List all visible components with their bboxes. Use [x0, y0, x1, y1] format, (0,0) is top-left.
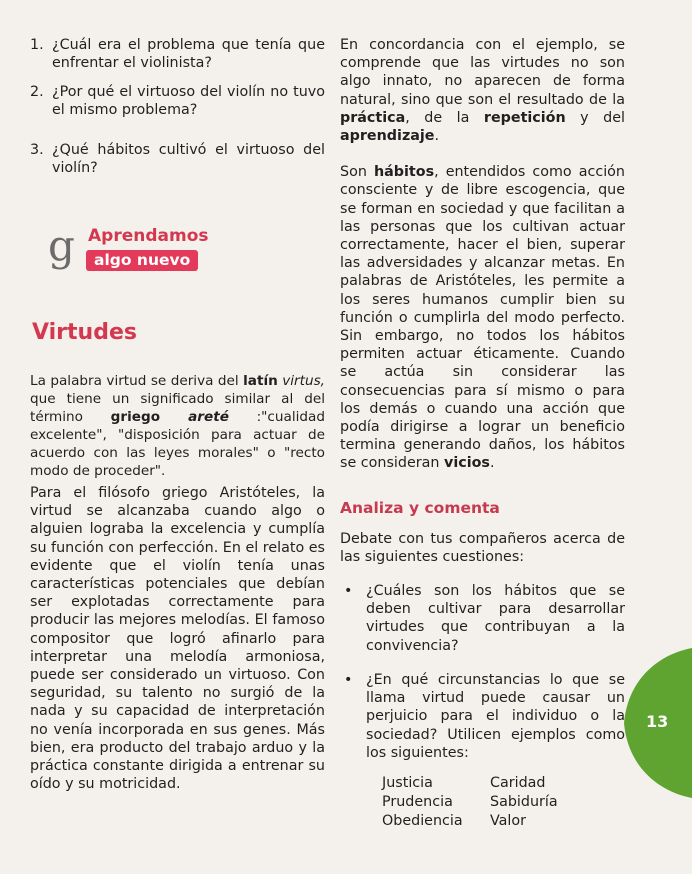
section-title: Virtudes	[32, 320, 137, 345]
word-item: Obediencia	[382, 812, 463, 829]
virtue-word-list	[340, 774, 625, 831]
term-aprendizaje: aprendizaje	[340, 128, 435, 145]
logo-title: Aprendamos	[88, 226, 209, 246]
right-column	[340, 36, 625, 831]
greek-term: griego	[110, 409, 161, 425]
question-number: 3.	[30, 142, 44, 158]
logo-g-icon: g	[48, 221, 75, 270]
word-item: Prudencia	[382, 793, 453, 810]
logo-tag: algo nuevo	[86, 250, 198, 271]
question-1	[30, 36, 325, 72]
page-number-badge	[620, 648, 692, 798]
question-number: 1.	[30, 37, 44, 53]
analiza-title: Analiza y comenta	[340, 498, 500, 517]
question-text: ¿Cuál era el problema que tenía que enfrentar el violinista?	[52, 37, 325, 71]
term-practica: práctica	[340, 109, 406, 126]
aprendamos-logo	[48, 221, 218, 274]
virtue-result-paragraph: En concordancia con el ejemplo, se comprende que las virtudes no son algo innato, no aparecen de forma natural, sino que son el resultado de la práctica, de la repetición y del aprendizaje.	[340, 37, 625, 145]
list-item: • ¿En qué circunstancias lo que se llama virtud puede causar un perjuicio para el individuo o la sociedad? Utilicen ejemplos como los siguientes:	[340, 671, 625, 762]
analiza-intro: Debate con tus compañeros acerca de las siguientes cuestiones:	[340, 530, 625, 565]
latin-term: latín	[243, 373, 278, 389]
question-text: ¿Por qué el virtuoso del violín no tuvo el mismo problema?	[52, 84, 325, 118]
word-item: Justicia	[382, 774, 433, 791]
term-vicios: vicios	[444, 455, 490, 472]
word-item: Valor	[490, 812, 527, 829]
habits-paragraph: Son hábitos, entendidos como acción consciente y de libre escogencia, que se forman en sociedad y que facilitan a las personas que los cultivan actuar correctamente, hacer el bien, superar las adversidades y alcanzar metas. En palabras de Aristóteles, les permite a los seres humanos cumplir bien su función o cumplirla del modo perfecto. Sin embargo, no todos los hábitos permiten actuar éticamente. Cuando se actúa sin considerar las consecuencias para sí mismo o para los demás o cuando una acción que podía dirigirse a lograr un beneficio termina generando daños, los hábitos se consideran vicios.	[340, 164, 625, 472]
question-3	[30, 141, 325, 177]
question-2	[30, 83, 325, 119]
bullet-icon: •	[344, 671, 353, 688]
word-item: Caridad	[490, 774, 546, 791]
question-text: ¿Qué hábitos cultivó el virtuoso del violín?	[52, 142, 325, 176]
aristotle-paragraph: Para el filósofo griego Aristóteles, la virtud se alcanzaba cuando algo o alguien lograba la excelencia y cumplía su función con perfección. En el relato es evidente que el violín tenía unas características potenciales que debían ser explotadas correctamente para producir las mejores melodías. El famoso compositor que logró afinarlo para interpretar una melodía armoniosa, puede ser considerado un virtuoso. Con seguridad, su talento no surgió de la nada y su capacidad de interpretación no venía incorporada en sus genes. Más bien, era producto del trabajo arduo y la práctica constante dirigida a entrenar su oído y su motricidad.	[30, 485, 325, 793]
left-column	[30, 36, 325, 177]
question-number: 2.	[30, 84, 44, 100]
word-item: Sabiduría	[490, 793, 558, 810]
virtue-definition: La palabra virtud se deriva del latín virtus, que tiene un significado similar al del término griego areté :"cualidad excelente", "disposición para actuar de acuerdo con las leyes morales" o "recto modo de proceder".	[30, 373, 325, 479]
page-number: 13	[646, 712, 669, 731]
term-habitos: hábitos	[373, 164, 435, 181]
list-item: • ¿Cuáles son los hábitos que se deben cultivar para desarrollar virtudes que contribuyan a la convivencia?	[340, 582, 625, 655]
bullet-icon: •	[344, 583, 353, 600]
term-repeticion: repetición	[483, 109, 566, 126]
